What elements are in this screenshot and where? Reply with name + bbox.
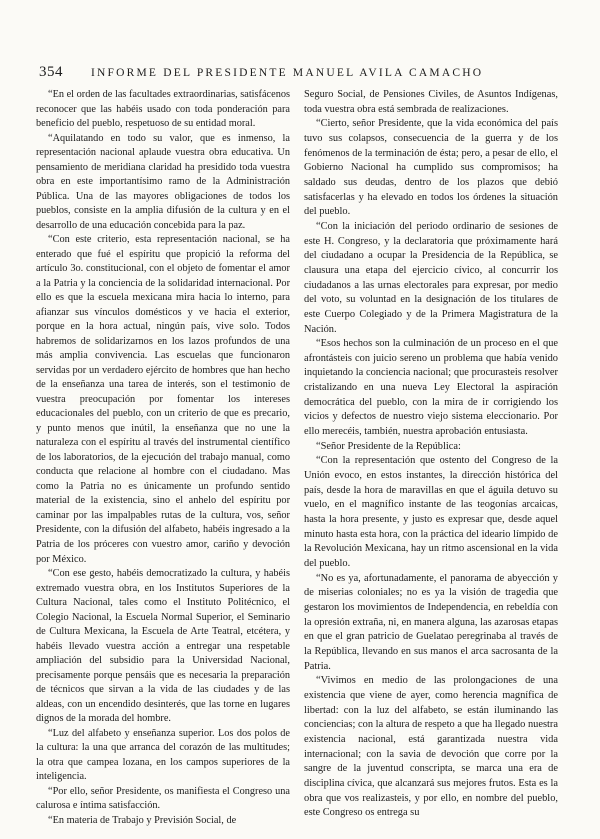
paragraph: “Luz del alfabeto y enseñanza superior. Los dos polos de la cultura: la una que arranca del corazón de las multitudes; la otra que campea lozana, en los campos superiores de la inteligencia. — [36, 727, 290, 783]
paragraph: “En el orden de las facultades extraordinarias, satisfácenos reconocer que las habéis usado con toda ponderación para beneficio del pueblo, respetuoso de su entidad moral. — [36, 89, 290, 130]
paragraph: “Vivimos en medio de las prolongaciones de una existencia que viene de ayer, como herencia magnífica de libertad: con la luz del alfabeto, se están iluminando las conciencias; con la altura de respeto a que ha llegado nuestra existencia nacional, está garantizada nuestra vida internacional; con la savia de devoción que corre por la sangre de la juventud conscripta, se marca una era de disciplina cívica, que alcanzará sus mejores frutos. Esta es la obra que vos realizasteis, y por ello, en nombre del pueblo, este Congreso os entrega su — [304, 675, 558, 819]
paragraph: “No es ya, afortunadamente, el panorama de abyección y de miserias coloniales; no es ya la visión de tragedia que gestaron los movimientos de Independencia, en rebeldía con la opresión extraña, ni, en manera alguna, las azarosas etapas en que el gran patricio de Guelatao peregrinaba al través de la República, llevando en sus manos el arca sacrosanta de la Patria. — [304, 572, 558, 672]
paragraph: “Con este criterio, esta representación nacional, se ha enterado que fué el espíritu que propició la reforma del artículo 3o. constitucional, con el objeto de fomentar el amor a la Patria y la conciencia de la solidaridad internacional. Por ello es que la escuela mexicana mira hacia lo interno, para afianzar sus vínculos domésticos y ve hacia el exterior, porque en la hora actual, ningún país, vive solo. Todos habremos de solidarizarnos en los lazos profundos de una más amplia convivencia. Las escuelas que funcionaron servidas por un verdadero ejército de hombres que han hecho de la enseñanza una tarea de interés, son el testimonio de vuestra preocupación por fomentar los intereses educacionales del pueblo, con un criterio de que es precario, y punto menos que inútil, la enseñanza que no une la naturaleza con el espíritu al través del instrumental científico de los laboratorios, de la ejecución del trabajo manual, como conducta que relacione al hombre con el ciudadano. Mas como la Patria no es únicamente un profundo sentido material de la existencia, sino el anhelo del espíritu por caminar por las impalpables rutas de la cultura, vos, señor Presidente, con la difusión del alfabeto, habéis ingresado a la Patria de los próceres con vuestro amor, cariño y devoción por México. — [36, 234, 290, 565]
paragraph: “Señor Presidente de la República: — [316, 440, 461, 452]
page-header — [39, 64, 569, 81]
paragraph: “En materia de Trabajo y Previsión Social, de — [48, 814, 237, 826]
right-column — [304, 88, 558, 821]
paragraph: “Por ello, señor Presidente, os manifiesta el Congreso una calurosa e íntima satisfacción. — [36, 785, 290, 812]
paragraph: Seguro Social, de Pensiones Civiles, de Asuntos Indígenas, toda vuestra obra está sembrada de realizaciones. — [304, 89, 558, 115]
paragraph: “Esos hechos son la culminación de un proceso en el que afrontásteis con juicio sereno un problema que había venido inquietando la conciencia nacional; que procurasteis resolver cristalizando en una nueva Ley Electoral la aspiración democrática del pueblo, con la mira de ir corrigiendo los vicios y defectos de nuestro viejo sistema eleccionario. Por ello merecéis, también, nuestra aprobación entusiasta. — [304, 338, 558, 438]
paragraph: “Aquilatando en todo su valor, que es inmenso, la representación nacional aplaude vuestra obra educativa. Un pensamiento de meridiana claridad ha presidido toda vuestra obra en este importantísimo ramo de la Administración Pública. Una de las mayores obligaciones de todos los pueblos, consiste en la amplia difusión de la cultura y en el desarrollo de una educación concebida para la paz. — [36, 132, 290, 231]
page-number: 354 — [39, 64, 63, 80]
paragraph: “Con la representación que ostento del Congreso de la Unión evoco, en estos instantes, la dirección histórica del país, desde la hora de maravillas en que el águila detuvo su vuelo, en el magnífico instante de las teogonías arcaicas, hasta la hora presente, y justo es expresar que, desde aquel minuto hasta esta hora, con la práctica del ideario límpido de la Revolución Mexicana, hay un ritmo ascensional en la vida del pueblo. — [304, 455, 558, 569]
paragraph: “Con la iniciación del periodo ordinario de sesiones de este H. Congreso, y la declaratoria que próximamente hará del ciudadano a ocupar la Presidencia de la República, se clausura una etapa del ejercicio cívico, al concurrir los ciudadanos a las urnas electorales para expresar, por medio del voto, su voluntad en la designación de los titulares de este Cuerpo Colegiado y de la Primera Magistratura de la Nación. — [304, 220, 558, 335]
paragraph: “Cierto, señor Presidente, que la vida económica del país tuvo sus colapsos, consecuencia de la guerra y de los fenómenos de la terminación de ésta; pero, a pesar de ello, el Gobierno Nacional ha cumplido sus compromisos; ha saldado sus deudas, dentro de los plazos que debió satisfacerlas y ha elevado en todos los órdenes la situación del pueblo. — [304, 118, 558, 218]
left-column — [36, 88, 290, 828]
paragraph: “Con ese gesto, habéis democratizado la cultura, y habéis extremado vuestra obra, en los Institutos Superiores de la Cultura Nacional, tales como el Instituto Politécnico, el Colegio Nacional, la Escuela Normal Superior, el Seminario de Cultura Mexicana, la Escuela de Arte Teatral, etcétera, y habéis llevado vuestra acción a entregar una respetable ampliación del subsidio para la Universidad Nacional, precisamente porque pensáis que es necesaria la preparación de técnicos que sirvan a la vida de las ciudades y de las aldeas, con un encendido desinterés, que las torne en lugares dignos de la morada del hombre. — [36, 568, 290, 725]
running-title: INFORME DEL PRESIDENTE MANUEL AVILA CAMACHO — [91, 67, 484, 79]
